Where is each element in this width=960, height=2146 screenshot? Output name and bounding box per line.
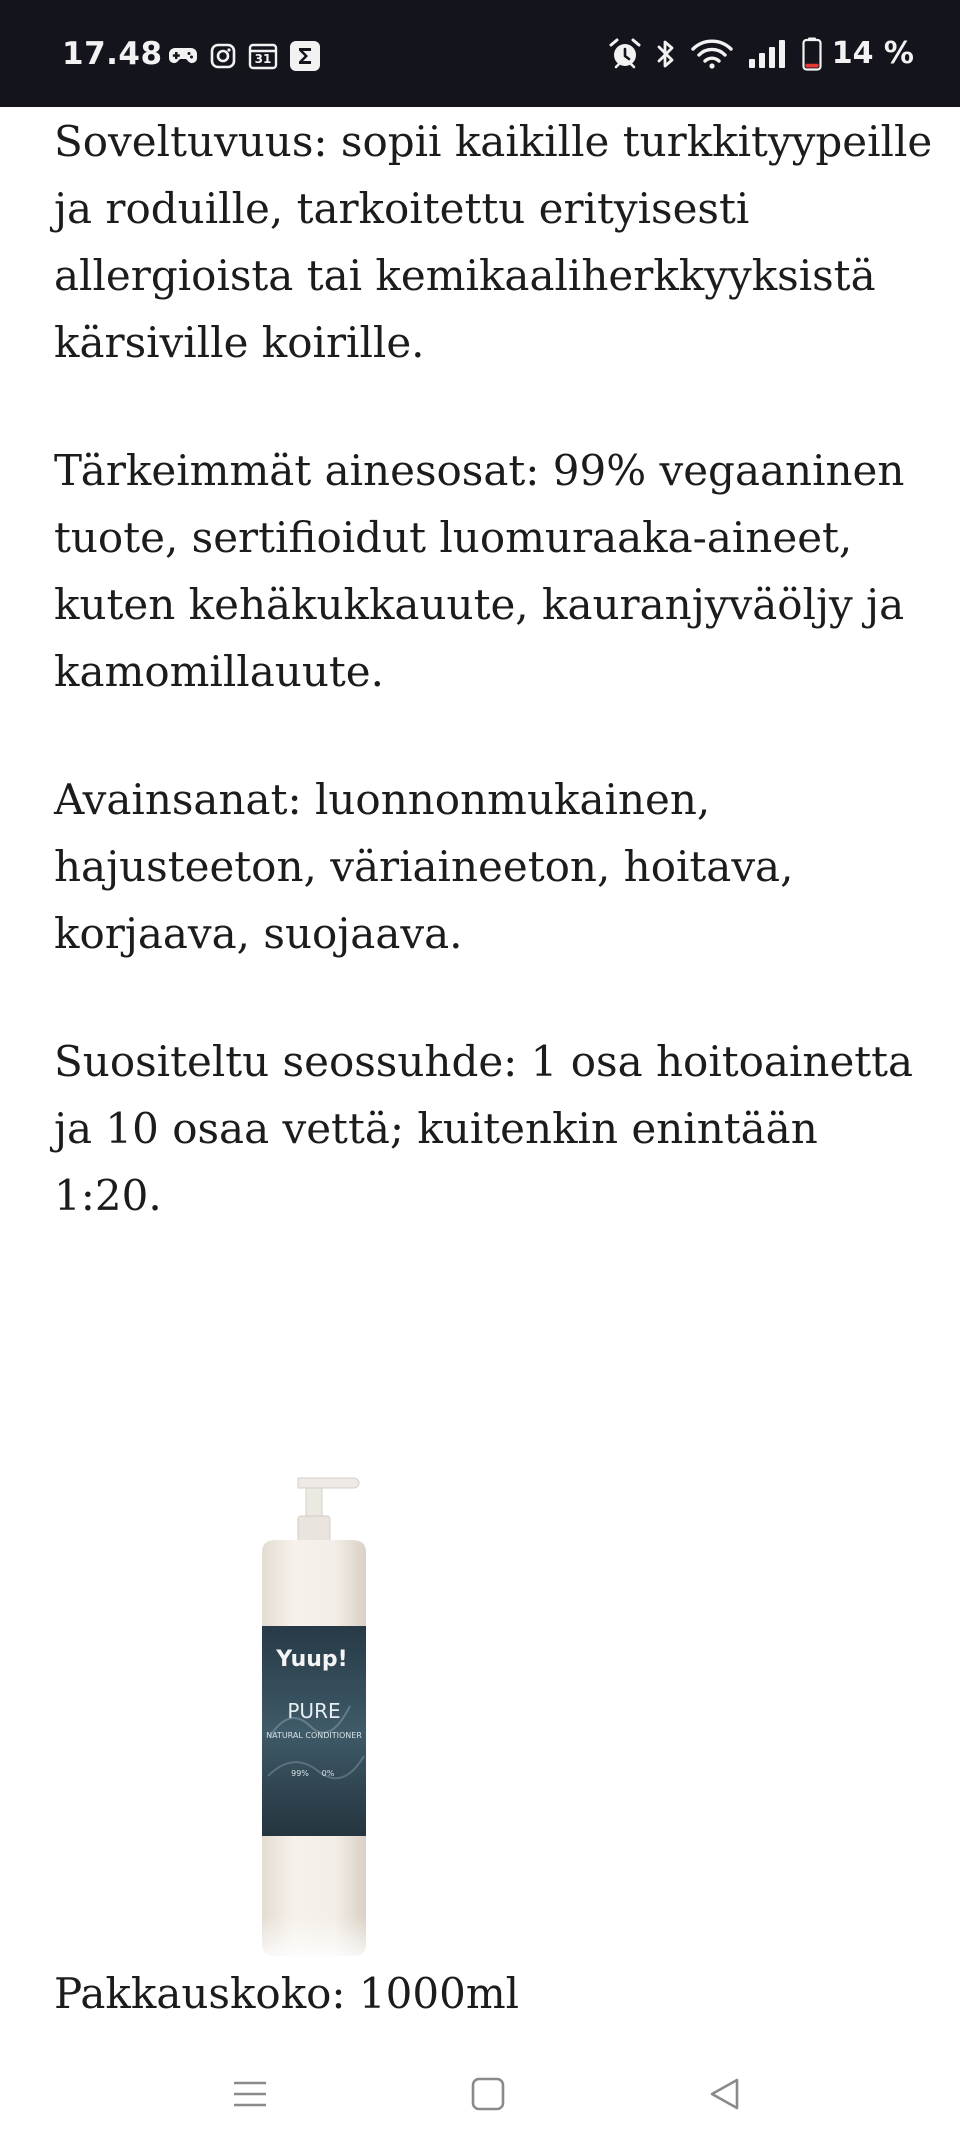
product-badge-vegan: 99% <box>291 1769 309 1778</box>
menu-icon <box>232 2079 268 2114</box>
instagram-icon <box>210 43 236 69</box>
calendar-day: 31 <box>254 52 272 66</box>
paragraph-suitability: Soveltuvuus: sopii kaikille turkkityypeille ja roduille, tarkoitettu erityisesti allergioista tai kemikaaliherkkyyksistä kärsiville koirille. <box>54 117 933 367</box>
bluetooth-icon <box>656 38 676 70</box>
home-button[interactable] <box>462 2070 514 2122</box>
game-controller-icon <box>168 44 198 68</box>
menu-button[interactable] <box>224 2070 276 2122</box>
paragraph-dilution: Suositeltu seossuhde: 1 osa hoitoainetta ja 10 osaa vettä; kuitenkin enintään 1:20. <box>54 1037 914 1220</box>
product-image <box>240 1476 390 1966</box>
article-content <box>54 108 934 1290</box>
status-time: 17.48 <box>62 36 163 72</box>
calendar-icon <box>248 42 278 70</box>
back-button[interactable] <box>698 2070 750 2122</box>
product-line: PURE <box>287 1699 341 1723</box>
battery-percent: 14 % <box>831 36 914 71</box>
alarm-icon <box>608 37 642 71</box>
wifi-icon <box>690 38 734 70</box>
notification-icons <box>168 41 320 71</box>
paragraph-keywords: Avainsanat: luonnonmukainen, hajusteeton, väriaineeton, hoitava, korjaava, suojaava. <box>54 775 794 958</box>
product-brand: Yuup! <box>276 1647 348 1672</box>
status-bar <box>0 0 960 107</box>
navigation-bar <box>0 2046 960 2146</box>
system-icons <box>608 36 914 71</box>
paragraph-ingredients: Tärkeimmät ainesosat: 99% vegaaninen tuote, sertifioidut luomuraaka-aineet, kuten kehäkukkauute, kauranjyväöljy ja kamomillauute. <box>54 446 905 696</box>
package-size: Pakkauskoko: 1000ml <box>54 1969 520 2018</box>
battery-icon <box>802 37 822 71</box>
product-name: NATURAL CONDITIONER <box>266 1731 362 1740</box>
product-badge-zero: 0% <box>321 1769 335 1778</box>
back-icon <box>708 2077 740 2116</box>
sigma-app-icon <box>290 41 320 71</box>
signal-icon <box>748 39 788 69</box>
home-icon <box>471 2077 505 2116</box>
